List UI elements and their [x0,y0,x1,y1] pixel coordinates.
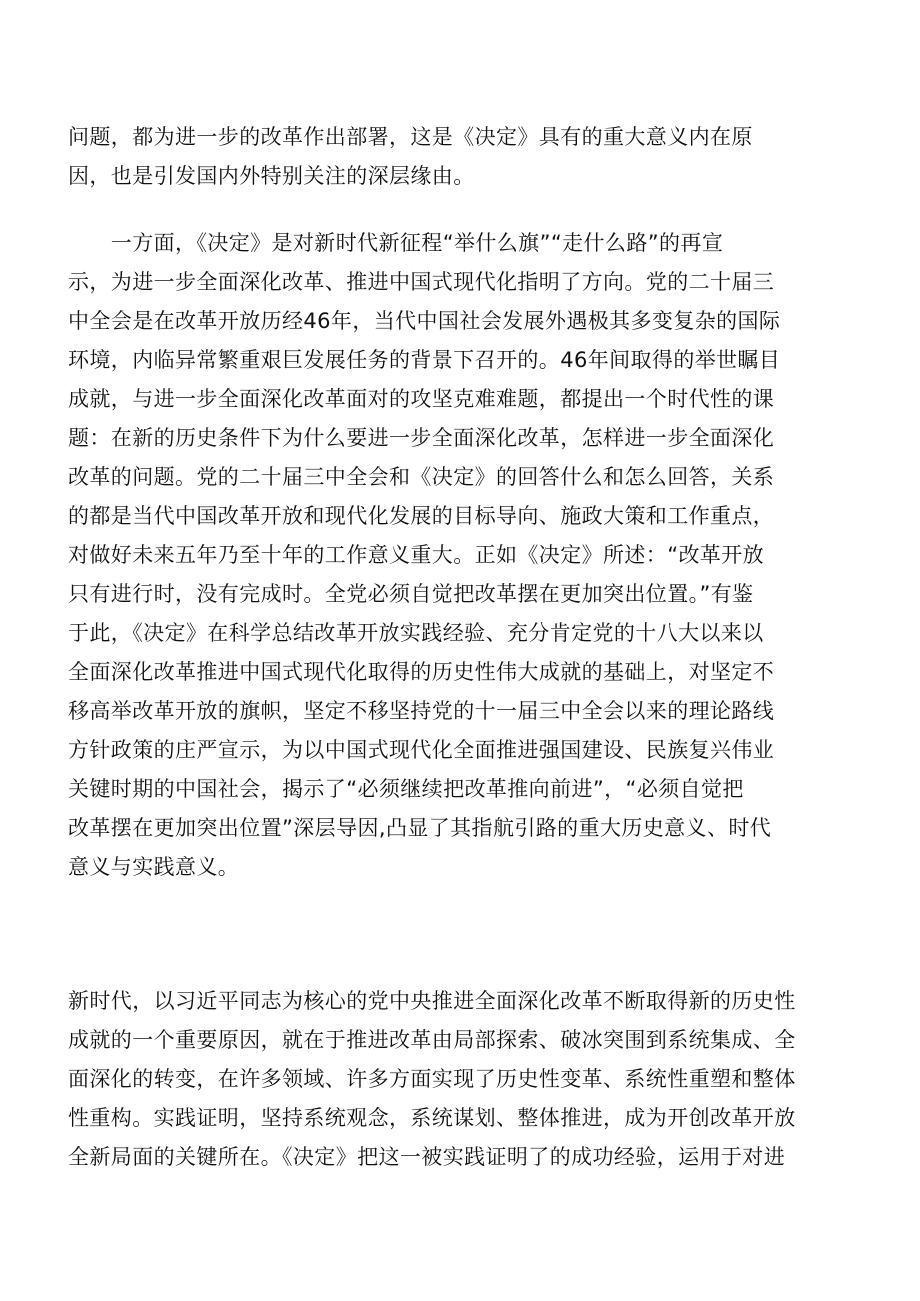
text-line: 意义与实践意义。 [68,855,240,879]
paragraph-3 [68,982,856,1177]
text-line: 改革摆在更加突出位置”深层导因,凸显了其指航引路的重大历史意义、时代 [68,816,772,840]
text-line: 面深化的转变，在许多领域、许多方面实现了历史性变革、系统性重塑和整体 [68,1067,796,1091]
text-line: 全面深化改革推进中国式现代化取得的历史性伟大成就的基础上，对坚定不 [68,660,775,684]
text-line: 环境，内临异常繁重艰巨发展任务的背景下召开的。46年间取得的举世瞩目 [68,348,781,372]
text-line: 全新局面的关键所在。《决定》把这一被实践证明了的成功经验，运用于对进 [68,1145,786,1169]
text-line: 方针政策的庄严宣示，为以中国式现代化全面推进强国建设、民族复兴伟业 [68,738,775,762]
text-line: 成就的一个重要原因，就在于推进改革由局部探索、破冰突围到系统集成、全 [68,1028,796,1052]
text-line: 对做好未来五年乃至十年的工作意义重大。正如《决定》所述：“改革开放 [68,543,765,567]
text-line: 的都是当代中国改革开放和现代化发展的目标导向、施政大策和工作重点， [68,504,775,528]
text-line: 因，也是引发国内外特别关注的深层缘由。 [68,164,475,188]
text-line: 问题，都为进一步的改革作出部署，这是《决定》具有的重大意义内在原 [68,125,753,149]
text-line: 中全会是在改革开放历经46年，当代中国社会发展外遇极其多变复杂的国际 [68,309,781,333]
text-line: 移高举改革开放的旗帜，坚定不移坚持党的十一届三中全会以来的理论路线 [68,699,775,723]
text-line: 示，为进一步全面深化改革、推进中国式现代化指明了方向。党的二十届三 [68,270,775,294]
text-line: 成就，与进一步全面深化改革面对的攻坚克难难题，都提出一个时代性的课 [68,387,775,411]
text-line: 于此，《决定》在科学总结改革开放实践经验、充分肯定党的十八大以来以 [68,621,764,645]
text-line: 关键时期的中国社会，揭示了“必须继续把改革推向前进”，“必须自觉把 [68,777,744,801]
paragraph-2 [68,224,856,887]
paragraph-1 [68,118,856,196]
text-line: 一方面，《决定》是对新时代新征程“举什么旗”“走什么路”的再宣 [68,231,724,255]
text-line: 只有进行时，没有完成时。全党必须自觉把改革摆在更加突出位置。”有鉴 [68,582,754,606]
text-line: 新时代，以习近平同志为核心的党中央推进全面深化改革不断取得新的历史性 [68,989,796,1013]
text-line: 性重构。实践证明，坚持系统观念，系统谋划、整体推进，成为开创改革开放 [68,1106,796,1130]
text-line: 改革的问题。党的二十届三中全会和《决定》的回答什么和怎么回答，关系 [68,465,775,489]
text-line: 题：在新的历史条件下为什么要进一步全面深化改革，怎样进一步全面深化 [68,426,775,450]
